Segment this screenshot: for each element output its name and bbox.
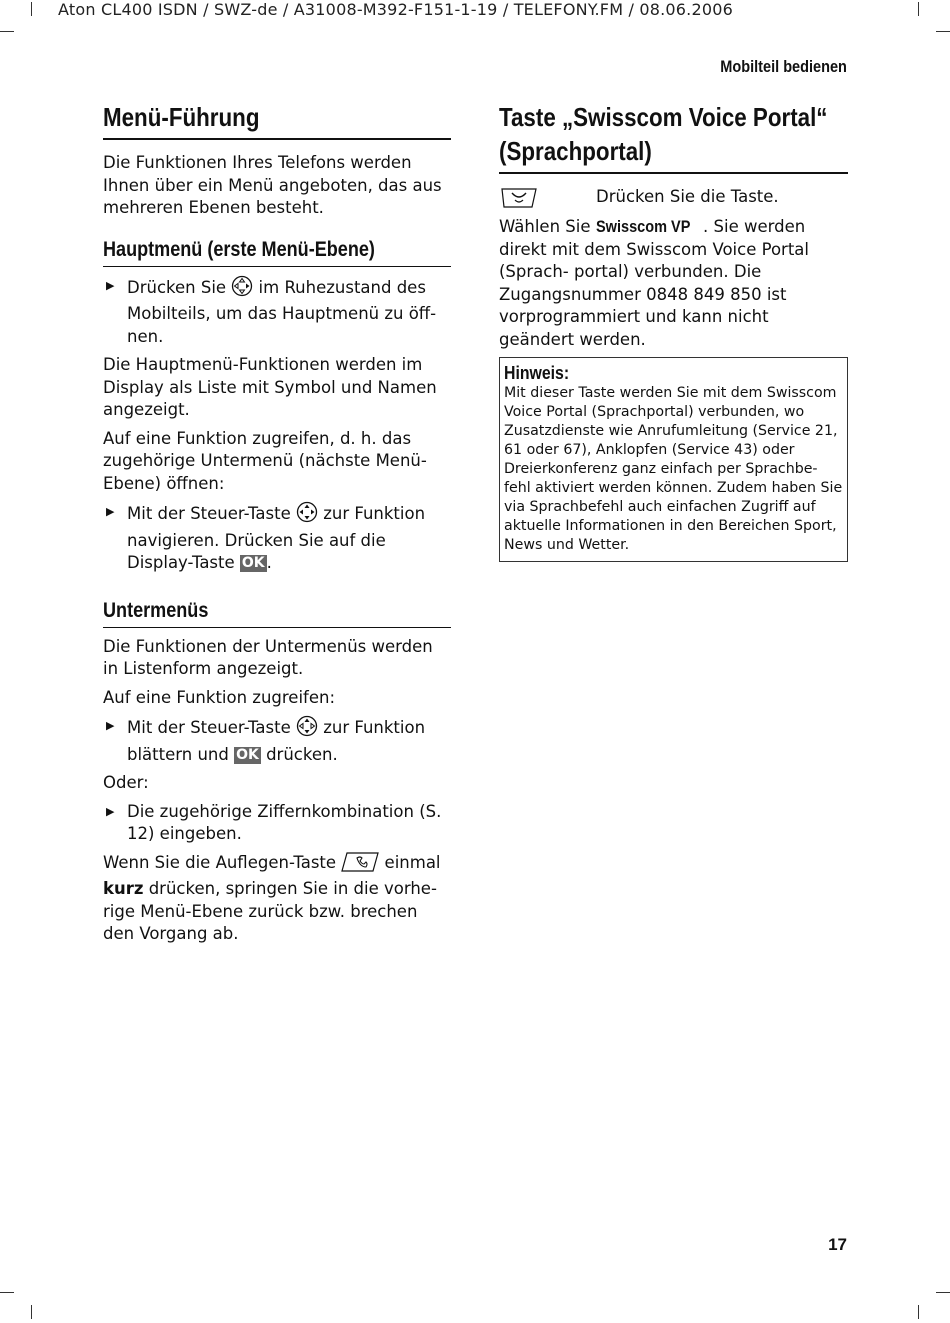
crop-mark <box>0 1292 14 1293</box>
page-heading: Menü-Führung <box>103 102 260 132</box>
paragraph: Wenn Sie die Auflegen-Taste einmal kurz drücken, springen Sie in die vorhe- rige Menü-Ebene zurück bzw. brechen den Vorgang ab. <box>103 852 441 943</box>
list-item: ▶ Mit der Steuer-Taste zur Funktion navigieren. Drücken Sie auf die Display-Taste OK . <box>103 501 451 575</box>
ok-key-icon: OK <box>236 746 259 763</box>
paragraph: Auf eine Funktion zugreifen: <box>103 687 336 707</box>
crop-mark <box>936 1292 950 1293</box>
intro-paragraph: Die Funktionen Ihres Telefons werden Ihnen über ein Menü angeboten, das aus mehreren Ebenen besteht. <box>103 153 442 217</box>
menu-entry-label: Swisscom VP <box>595 218 691 236</box>
list-item: ▶ Drücken Sie im Ruhezustand des Mobilteils, um das Hauptmenü zu öff- nen. <box>103 275 451 349</box>
key-row <box>499 186 848 212</box>
list-item: ▶ Mit der Steuer-Taste zur Funktion blättern und OK drücken. <box>103 715 451 766</box>
voice-portal-heading-line1: Taste „Swisscom Voice Portal“ <box>499 102 828 132</box>
nav-key-icon <box>296 501 318 530</box>
paragraph: Auf eine Funktion zugreifen, d. h. das zugehörige Untermenü (nächste Menü-Ebene) öffnen: <box>103 428 427 493</box>
note-body: Mit dieser Taste werden Sie mit dem Swisscom Voice Portal (Sprachportal) verbunden, wo Zusatzdienste wie Anrufumleitung (Service 21, 61 oder 67), Anklopfen (Service 43) oder Dreierkonferenz ganz einfach per Sprachbe- fehl aktiviert werden können. Zudem haben Sie via Sprachbefehl auch einfachen Zugriff auf aktuelle Informationen in den Bereichen Sport, News und Wetter. <box>504 385 843 553</box>
voice-portal-key-icon <box>501 188 537 215</box>
crop-mark <box>31 2 32 16</box>
page-number: 17 <box>828 1235 847 1254</box>
bullet-arrow-icon: ▶ <box>106 278 115 292</box>
key-instruction: Drücken Sie die Taste. <box>596 187 779 206</box>
list-item: ▶ Die zugehörige Ziffernkombination (S. 12) eingeben. <box>106 801 442 843</box>
crop-mark <box>31 1305 32 1319</box>
ok-key-icon: OK <box>241 555 265 571</box>
main-menu-heading: Hauptmenü (erste Menü-Ebene) <box>103 237 375 261</box>
note-box <box>499 357 848 562</box>
section-title: Mobilteil bedienen <box>720 58 847 76</box>
running-header: Aton CL400 ISDN / SWZ-de / A31008-M392-F151-1-19 / TELEFONY.FM / 08.06.2006 <box>58 0 733 19</box>
bullet-arrow-icon: ▶ <box>106 804 115 818</box>
crop-mark <box>918 2 919 16</box>
note-title: Hinweis: <box>504 363 570 383</box>
right-column <box>499 100 848 562</box>
bullet-arrow-icon: ▶ <box>106 505 115 518</box>
paragraph: Oder: <box>103 773 149 792</box>
crop-mark <box>936 31 950 32</box>
bullet-arrow-icon: ▶ <box>106 719 115 732</box>
end-call-key-icon <box>341 852 379 879</box>
paragraph: Die Funktionen der Untermenüs werden in Listenform angezeigt. <box>103 636 433 678</box>
paragraph: Wählen Sie Swisscom VP . Sie werden direkt mit dem Swisscom Voice Portal (Sprach- portal) verbunden. Die Zugangsnummer 0848 849 850 ist vorprogrammiert und kann nicht geändert werden. <box>499 217 810 349</box>
crop-mark <box>918 1305 919 1319</box>
voice-portal-heading-line2: (Sprachportal) <box>499 136 652 166</box>
paragraph: Die Hauptmenü-Funktionen werden im Display als Liste mit Symbol und Namen angezeigt. <box>103 355 437 419</box>
nav-key-icon <box>296 715 318 744</box>
crop-mark <box>0 31 14 32</box>
left-column <box>103 100 451 952</box>
nav-key-icon <box>231 275 253 304</box>
submenus-heading: Untermenüs <box>103 598 209 622</box>
